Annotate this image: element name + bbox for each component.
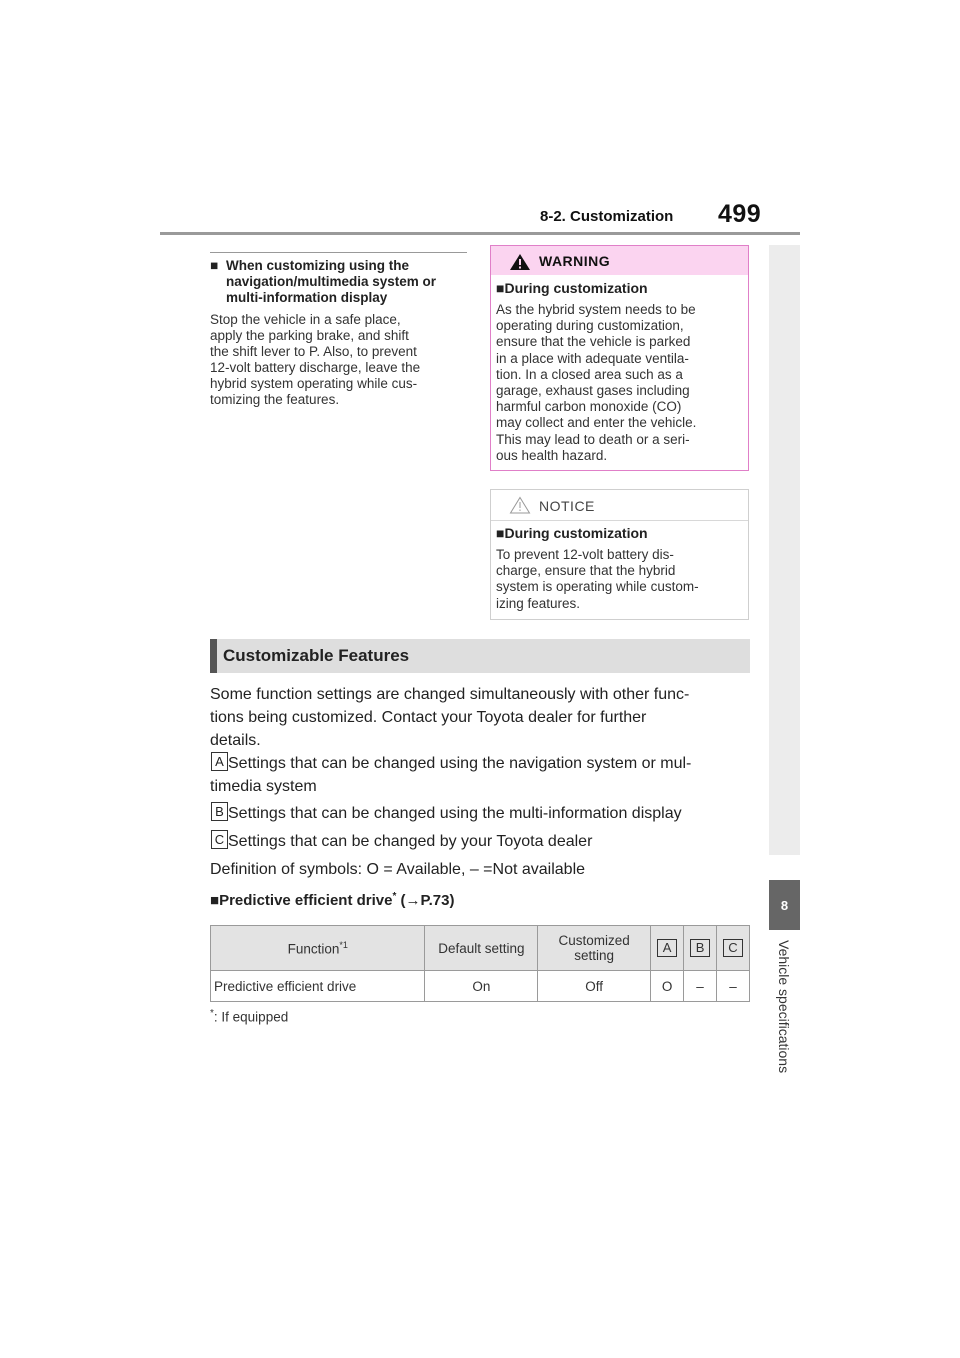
header-customized-line: setting: [574, 948, 615, 963]
legend-b-text: Settings that can be changed using the multi-information display: [228, 805, 682, 822]
predictive-sup: *: [392, 891, 397, 902]
side-tab-strip: [769, 245, 800, 855]
section-heading: Customizable Features: [223, 646, 410, 665]
header-function-sup: *1: [339, 939, 348, 950]
intro-line: Some function settings are changed simultaneously with other func-: [210, 686, 690, 703]
legend-key-c: C: [211, 830, 228, 849]
warning-title: WARNING: [539, 253, 611, 269]
notice-line: system is operating while custom-: [496, 579, 699, 595]
cell-a: O: [651, 971, 684, 1002]
intro-line: tions being customized. Contact your Toyota dealer for further: [210, 709, 647, 726]
header-function-text: Function: [287, 941, 340, 957]
chapter-number-tab: 8: [769, 880, 800, 930]
predictive-ref-link[interactable]: (→P.73): [396, 892, 455, 909]
footnote: [210, 1008, 288, 1025]
warning-subheading: ■During customization: [496, 280, 648, 296]
header-function: [211, 926, 425, 971]
warning-line: ensure that the vehicle is parked: [496, 334, 691, 350]
notice-body: [496, 547, 744, 612]
left-note-heading-text: When customizing using the navigation/multimedia system or multi-information display: [226, 258, 437, 305]
predictive-title: Predictive efficient drive: [219, 892, 393, 909]
warning-body: [496, 302, 744, 464]
square-bullet-icon: ■: [210, 258, 219, 273]
cell-c: –: [717, 971, 750, 1002]
chapter-title: Vehicle specifications: [776, 940, 792, 1074]
notice-title: NOTICE: [539, 498, 595, 514]
notice-header-rule: [491, 520, 748, 521]
left-note-line: 12-volt battery discharge, leave the: [210, 360, 421, 375]
left-note-line: hybrid system operating while cus-: [210, 376, 418, 391]
header-customized-line: Customized: [558, 933, 630, 948]
section-title: 8-2. Customization: [540, 208, 674, 225]
header-customized: [538, 926, 651, 971]
left-note-heading: [210, 258, 468, 306]
legend-key-a: A: [211, 752, 228, 771]
left-note-line: tomizing the features.: [210, 392, 340, 407]
legend-c-text: Settings that can be changed by your Toyota dealer: [228, 833, 593, 850]
warning-line: operating during customization,: [496, 318, 684, 334]
warning-line: This may lead to death or a seri-: [496, 431, 690, 447]
notice-line: izing features.: [496, 595, 581, 611]
warning-line: tion. In a closed area such as a: [496, 366, 683, 382]
header-c: [717, 926, 750, 971]
left-note-line: Stop the vehicle in a safe place,: [210, 312, 401, 327]
page-number: 499: [718, 200, 762, 228]
warning-line: ous health hazard.: [496, 447, 608, 463]
warning-line: in a place with adequate ventila-: [496, 350, 689, 366]
warning-line: garage, exhaust gases including: [496, 383, 690, 399]
footnote-text: : If equipped: [213, 1009, 289, 1025]
header-a-key: A: [657, 939, 677, 957]
header-b: [684, 926, 717, 971]
predictive-heading: [210, 891, 454, 909]
symbols-definition: Definition of symbols: O = Available, – =Not available: [210, 861, 586, 878]
notice-line: charge, ensure that the hybrid: [496, 563, 676, 579]
cell-function: Predictive efficient drive: [211, 971, 425, 1002]
header-a: [651, 926, 684, 971]
left-note-line: the shift lever to P. Also, to prevent: [210, 344, 417, 359]
warning-line: may collect and enter the vehicle.: [496, 415, 697, 431]
warning-line: As the hybrid system needs to be: [496, 302, 696, 317]
intro-paragraph: [210, 683, 755, 752]
header-b-key: B: [690, 939, 710, 957]
cell-b: –: [684, 971, 717, 1002]
left-note-rule: [210, 252, 467, 253]
warning-line: harmful carbon monoxide (CO): [496, 399, 682, 415]
table-row: [211, 971, 750, 1002]
header-rule: [160, 232, 800, 235]
header-c-key: C: [723, 939, 743, 957]
left-note-line: apply the parking brake, and shift: [210, 328, 409, 343]
legend-key-b: B: [211, 802, 228, 821]
table-header-row: [211, 926, 750, 971]
cell-customized: Off: [538, 971, 651, 1002]
notice-subheading: ■During customization: [496, 525, 648, 541]
section-banner-accent: [210, 639, 217, 673]
notice-triangle-icon: [509, 496, 531, 514]
chapter-title-vertical: [768, 940, 800, 1074]
legend-a-line1: Settings that can be changed using the navigation system or mul-: [228, 755, 692, 772]
legend-a-line2: timedia system: [210, 778, 317, 795]
warning-triangle-icon: [509, 253, 531, 271]
cell-default: On: [425, 971, 538, 1002]
notice-line: To prevent 12-volt battery dis-: [496, 547, 674, 562]
header-default: Default setting: [425, 926, 538, 971]
footnote-sup: *: [210, 1008, 214, 1019]
customization-table: [210, 925, 750, 1002]
intro-line: details.: [210, 732, 261, 749]
left-note-body: [210, 312, 468, 408]
square-bullet-icon: ■: [210, 892, 220, 909]
